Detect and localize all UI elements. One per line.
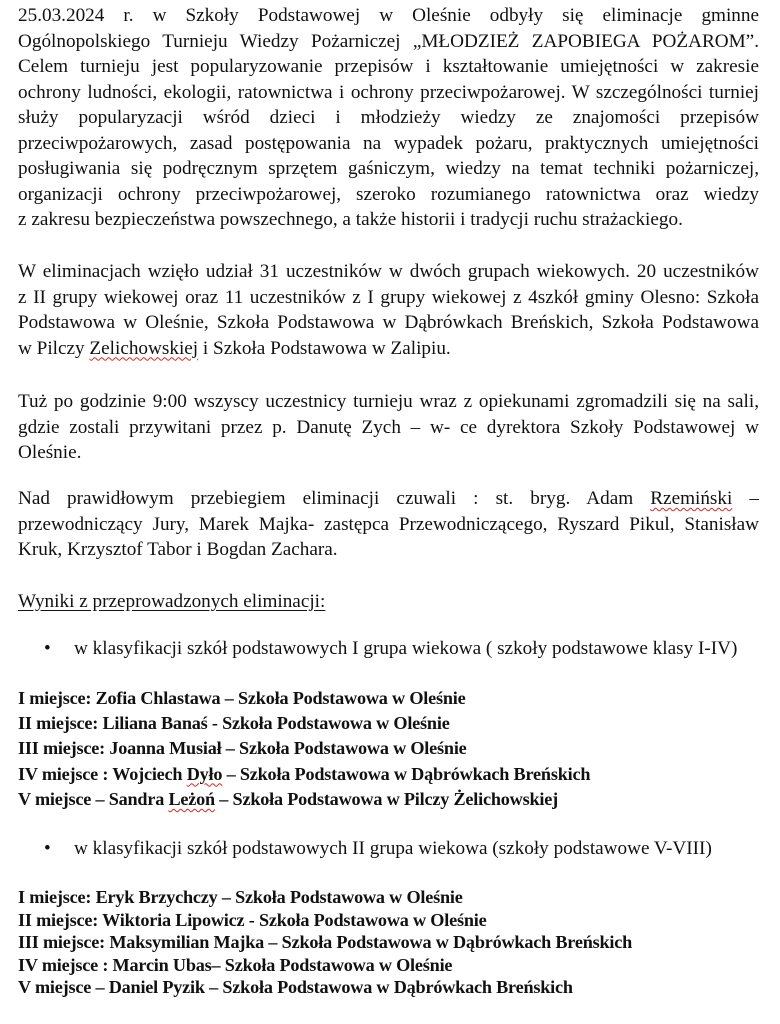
group2-label: w klasyfikacji szkół podstawowych II grupa wiekowa (szkoły podstawowe V-VIII) — [74, 838, 712, 859]
spellcheck-flagged-word[interactable]: Leżoń — [168, 788, 215, 809]
text-line — [18, 486, 759, 512]
text-line: ochrony ludności, ekologii, ratownictwa i ochrony przeciwpożarowej. W szczególności turniej — [18, 81, 759, 103]
bullet-icon: • — [44, 638, 51, 659]
text-line: przewodniczący Jury, Marek Majka- zastępca Przewodniczącego, Ryszard Pikul, Stanisław — [18, 513, 759, 535]
results-heading: Wyniki z przeprowadzonych eliminacji: — [18, 591, 326, 612]
group1-label: w klasyfikacji szkół podstawowych I grupa wiekowa ( szkoły podstawowe klasy I-IV) — [74, 638, 738, 659]
spellcheck-flagged-word[interactable]: Rzemiński — [650, 488, 733, 509]
text-line: Celem turnieju jest popularyzowanie przepisów i kształtowanie umiejętności w zakresie — [18, 56, 759, 77]
spellcheck-flagged-word[interactable]: Zelichowskiej — [89, 337, 199, 359]
result-row — [18, 787, 590, 812]
text-fragment: – Szkoła Podstawowa w Pilczy Żelichowskiej — [214, 788, 558, 809]
text-fragment: – — [732, 488, 760, 509]
text-line: posługiwania się podręcznym sprzętem gaśniczym, wiedzy na temat techniki pożarniczej, — [18, 158, 759, 179]
group2-results — [18, 886, 632, 999]
text-line: służy popularyzacji wśród dzieci i młodzieży wiedzy ze znajomości przepisów — [18, 107, 759, 128]
text-line — [18, 336, 759, 362]
text-line: organizacji ochrony przeciwpożarowej, szeroko rozumianego ratownictwa oraz wiedzy — [18, 183, 759, 205]
group1-results — [18, 686, 590, 812]
text-fragment: w Pilczy — [18, 337, 90, 359]
spellcheck-flagged-word[interactable]: Dyło — [186, 763, 223, 784]
text-fragment: IV miejsce : Wojciech — [18, 763, 187, 784]
bullet-icon: • — [44, 838, 51, 859]
text-fragment: i Szkoła Podstawowa w Zalipiu. — [198, 337, 451, 359]
result-row: II miejsce: Liliana Banaś - Szkoła Podstawowa w Oleśnie — [18, 713, 450, 734]
result-row: V miejsce – Daniel Pyzik – Szkoła Podstawowa w Dąbrówkach Breńskich — [18, 977, 573, 998]
text-line: gdzie zostali przywitani przez p. Danutę Zych – w- ce dyrektora Szkoły Podstawowej w — [18, 416, 759, 438]
intro-paragraph — [18, 3, 759, 233]
result-row: III miejsce: Maksymilian Majka – Szkoła Podstawowa w Dąbrówkach Breńskich — [18, 932, 633, 953]
text-line: Tuż po godzinie 9:00 wszyscy uczestnicy turnieju wraz z opiekunami zgromadzili się na sali, — [18, 391, 759, 412]
participants-paragraph — [18, 259, 759, 361]
text-line: Ogólnopolskiego Turnieju Wiedzy Pożarniczej „MŁODZIEŻ ZAPOBIEGA POŻAROM”. — [18, 30, 759, 52]
text-line: Podstawowa w Oleśnie, Szkoła Podstawowa w Dąbrówkach Breńskich, Szkoła Podstawowa — [18, 312, 759, 333]
group1-bullet — [44, 638, 737, 660]
text-fragment: V miejsce – Sandra — [18, 788, 169, 809]
jury-paragraph — [18, 486, 759, 563]
text-fragment: Nad prawidłowym przebiegiem eliminacji czuwali : st. bryg. Adam — [18, 488, 651, 509]
text-line: przeciwpożarowych, zasad postępowania na wypadek pożaru, praktycznych umiejętności — [18, 132, 759, 154]
result-row: II miejsce: Wiktoria Lipowicz - Szkoła Podstawowa w Oleśnie — [18, 909, 487, 930]
text-line: z II grupy wiekowej oraz 11 uczestników z I grupy wiekowej z 4szkół gminy Olesno: Szkoła — [18, 286, 759, 308]
result-row: I miejsce: Zofia Chlastawa – Szkoła Podstawowa w Oleśnie — [18, 688, 466, 708]
text-line: z zakresu bezpieczeństwa powszechnego, a także historii i tradycji ruchu strażackiego. — [18, 209, 683, 230]
text-line: Kruk, Krzysztof Tabor i Bogdan Zachara. — [18, 539, 338, 560]
text-line: Oleśnie. — [18, 442, 82, 463]
group2-bullet — [44, 838, 712, 860]
result-row: IV miejsce : Marcin Ubas– Szkoła Podstawowa w Oleśnie — [18, 954, 453, 975]
text-line: 25.03.2024 r. w Szkoły Podstawowej w Oleśnie odbyły się eliminacje gminne — [18, 5, 759, 26]
result-row: I miejsce: Eryk Brzychczy – Szkoła Podstawowa w Oleśnie — [18, 887, 463, 907]
result-row — [18, 762, 590, 787]
text-fragment: – Szkoła Podstawowa w Dąbrówkach Breńskich — [222, 763, 591, 784]
result-row: III miejsce: Joanna Musiał – Szkoła Podstawowa w Oleśnie — [18, 738, 467, 759]
text-line: W eliminacjach wzięło udział 31 uczestników w dwóch grupach wiekowych. 20 uczestników — [18, 261, 759, 282]
welcome-paragraph — [18, 389, 759, 466]
